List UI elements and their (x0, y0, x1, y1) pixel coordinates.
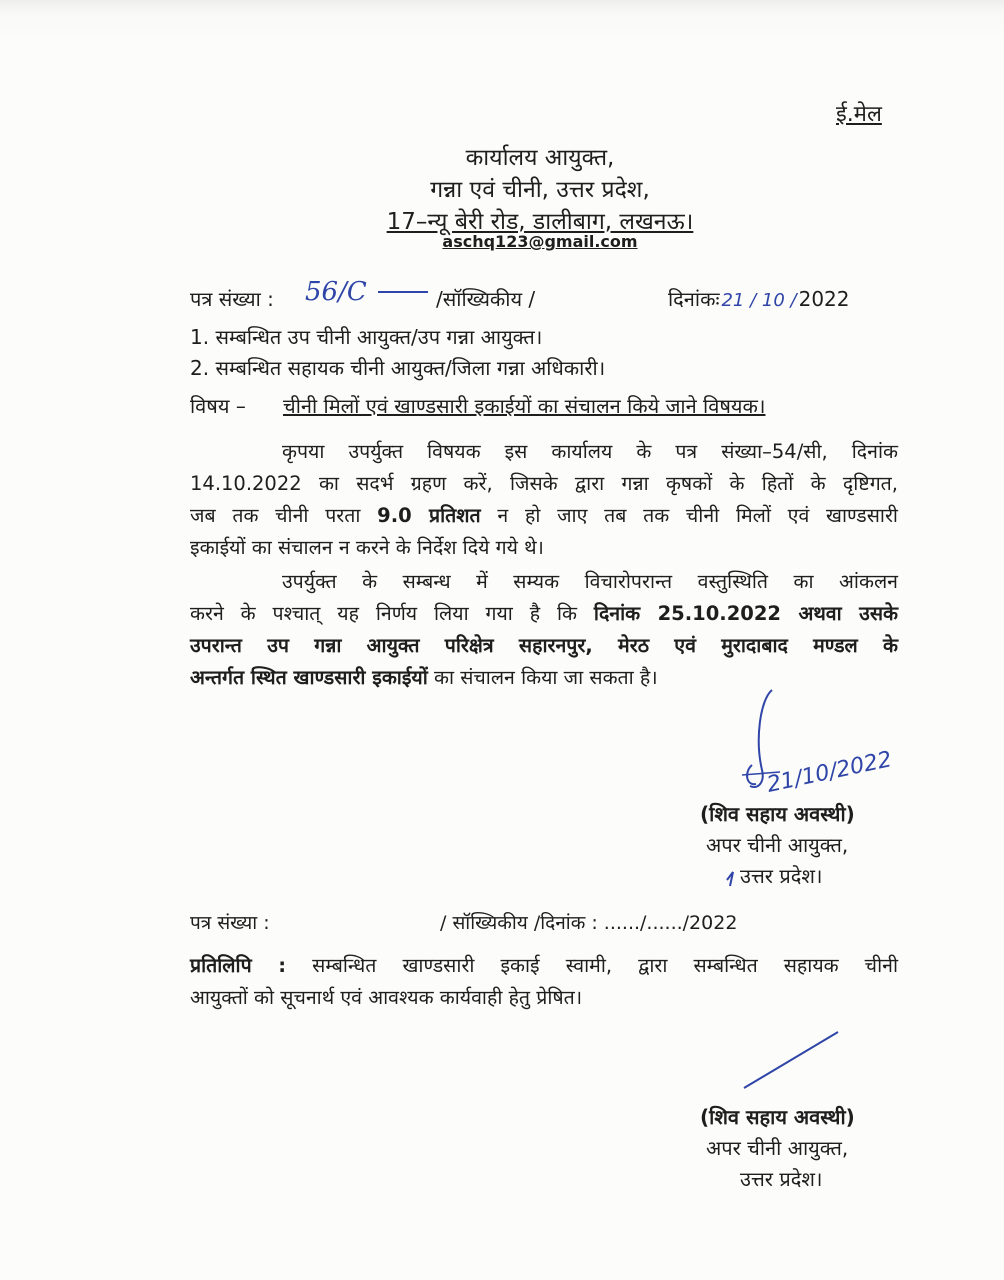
date-year: 2022 (798, 287, 850, 311)
copy-text: सम्बन्धित खाण्डसारी इकाई स्वामी, द्वारा सम्बन्धित सहायक चीनी (312, 954, 898, 977)
copy-line (190, 950, 898, 982)
para1-line: इकाईयों का संचालन न करने के निर्देश दिये गये थे। (190, 536, 544, 559)
para1-bold-text: 9.0 प्रतिशत (377, 504, 481, 527)
signatory-1-name: (शिव सहाय अवस्थी) (700, 802, 855, 826)
subject-text: चीनी मिलों एवं खाण्डसारी इकाईयों का संचालन किये जाने विषयक। (283, 394, 766, 418)
addressee-1: 1. सम्बन्धित उप चीनी आयुक्त/उप गन्ना आयुक्त। (190, 325, 543, 349)
para1-text: जब तक चीनी परता (190, 504, 361, 527)
copy-label: प्रतिलिपि : (190, 954, 287, 977)
reference-department: /सॉख्यिकीय / (436, 287, 536, 311)
office-address: 17–न्यू बेरी रोड, डालीबाग, लखनऊ। (386, 209, 694, 235)
para2-text: का संचालन किया जा सकता है। (434, 666, 658, 689)
office-name: कार्यालय आयुक्त, (465, 145, 615, 171)
department-name: गन्ना एवं चीनी, उत्तर प्रदेश, (430, 177, 650, 203)
subject-label: विषय – (190, 394, 246, 418)
signatory-2-state: उत्तर प्रदेश। (740, 1167, 823, 1191)
para1-line: 14.10.2022 का सदर्भ ग्रहण करें, जिसके द्वारा गन्ना कृषकों के हितों के दृष्टिगत, (190, 472, 898, 495)
email-tag: ई.मेल (836, 102, 882, 127)
office-email: aschq123@gmail.com (442, 232, 638, 251)
para1-line: कृपया उपर्युक्त विषयक इस कार्यालय के पत्र संख्या–54/सी, दिनांक (282, 440, 898, 463)
copy-line: आयुक्तों को सूचनार्थ एवं आवश्यक कार्यवाही हेतु प्रेषित। (190, 986, 583, 1009)
date-label: दिनांकः (668, 287, 720, 311)
signatory-2-designation: अपर चीनी आयुक्त, (706, 1136, 849, 1160)
copy-paragraph (190, 950, 898, 1014)
para2-bold-text: दिनांक 25.10.2022 अथवा उसके (593, 602, 899, 625)
signature-date-handwritten: 21/10/2022 (764, 747, 895, 798)
para2-text: करने के पश्चात् यह निर्णय लिया गया है कि (190, 602, 577, 625)
signatory-1-designation: अपर चीनी आयुक्त, (706, 833, 849, 857)
reference-label: पत्र संख्या : (190, 287, 274, 311)
para1-text: न हो जाए तब तक चीनी मिलों एवं खाण्डसारी (497, 504, 898, 527)
addressee-2: 2. सम्बन्धित सहायक चीनी आयुक्त/जिला गन्ना अधिकारी। (190, 356, 606, 380)
signatory-1-state: उत्तर प्रदेश। (740, 864, 823, 888)
reference-2-label: पत्र संख्या : (190, 912, 270, 934)
para2-line: उपरान्त उप गन्ना आयुक्त परिक्षेत्र सहारनपुर, मेरठ एवं मुरादाबाद मण्डल के (190, 634, 898, 657)
date-handwritten: 21 / 10 / (721, 290, 797, 311)
signatory-2-name: (शिव सहाय अवस्थी) (700, 1105, 855, 1129)
reference-number-handwritten: 56/C (305, 277, 367, 307)
para2-line: उपर्युक्त के सम्बन्ध में सम्यक विचारोपरान्त वस्तुस्थिति का आंकलन (282, 570, 898, 593)
para2-bold-text: अन्तर्गत स्थित खाण्डसारी इकाईयों (190, 666, 428, 689)
reference-2-rest: / सॉख्यिकीय /दिनांक : ....../....../2022 (440, 912, 738, 934)
